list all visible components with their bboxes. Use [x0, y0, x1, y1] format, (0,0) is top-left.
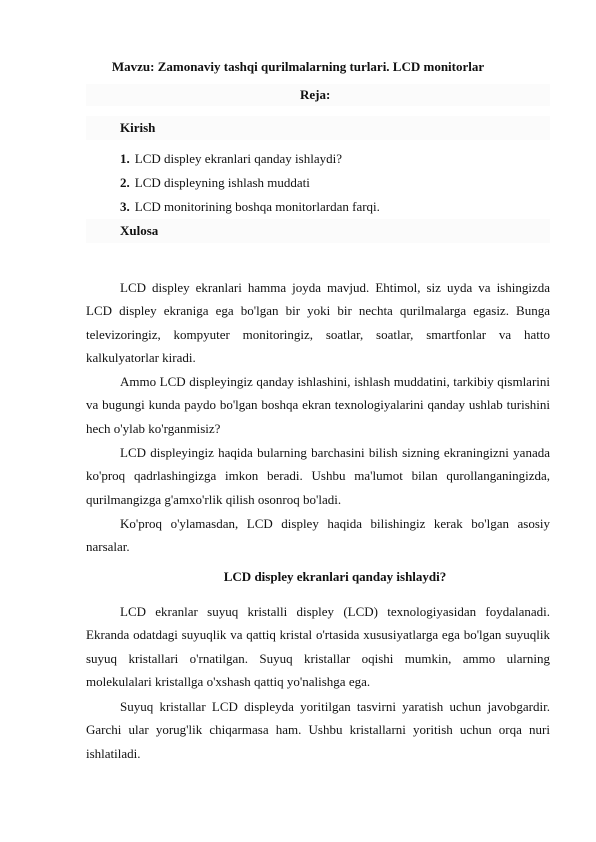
section-heading: LCD displey ekranlari qanday ishlaydi?: [223, 569, 447, 584]
intro-label: Kirish: [120, 120, 156, 135]
paragraph: LCD displey ekranlari hamma joyda mavjud. Ehtimol, siz uyda va ishingizda LCD displey ekraniga ega bo'lgan bir yoki bir nechta qurilmalarga egasiz. Bunga televizoringiz, kompyuter monitoringiz, soatlar, soatlar, smartfonlar va hatto kalkulyatorlar kiradi.: [86, 280, 550, 366]
plan-item-number: 3.: [120, 199, 130, 214]
paragraph: LCD ekranlar suyuq kristalli displey (LCD) texnologiyasidan foydalanadi. Ekranda odatdagi suyuqlik va qattiq kristal o'rtasida xususiyatlarga ega bo'lgan suyuqlik suyuq kristallari o'rnatilgan. Suyuq kristallar oqishi mumkin, ammo ularning molekulalari kristallga o'xshash qattiq yo'nalishga ega.: [86, 604, 550, 690]
paragraph: Ko'proq o'ylamasdan, LCD displey haqida bilishingiz kerak bo'lgan asosiy narsalar.: [86, 516, 550, 555]
intro-background: [86, 116, 550, 140]
paragraph: Suyuq kristallar LCD displeyda yoritilgan tasvirni yaratish uchun javobgardir. Garchi ular yorug'lik chiqarmasa ham. Ushbu kristallarni yoritish uchun orqa nuri ishlatiladi.: [86, 699, 550, 761]
plan-label: Reja:: [300, 87, 331, 102]
paragraph: Ammo LCD displeyingiz qanday ishlashini, ishlash muddatini, tarkibiy qismlarini va bugungi kunda paydo bo'lgan boshqa ekran texnologiyalarini qanday ushlab turishini hech o'ylab ko'rganmisiz?: [86, 374, 550, 436]
document-title: Mavzu: Zamonaviy tashqi qurilmalarning turlari. LCD monitorlar: [111, 59, 485, 74]
conclusion-label: Xulosa: [120, 223, 159, 238]
plan-item-number: 1.: [120, 151, 130, 166]
plan-item: [120, 198, 380, 216]
plan-item-text: LCD displey ekranlari qanday ishlaydi?: [134, 151, 342, 166]
plan-item: [120, 174, 310, 192]
plan-item-number: 2.: [120, 175, 130, 190]
plan-item-text: LCD monitorining boshqa monitorlardan farqi.: [134, 199, 380, 214]
plan-item: [120, 150, 342, 168]
paragraph: LCD displeyingiz haqida bularning barchasini bilish sizning ekraningizni yanada ko'proq qadrlashingizga imkon beradi. Ushbu ma'lumot bilan qurollanganingizda, qurilmangizga g'amxo'rlik qilish osonroq bo'ladi.: [86, 445, 550, 507]
plan-item-text: LCD displeyning ishlash muddati: [134, 175, 310, 190]
